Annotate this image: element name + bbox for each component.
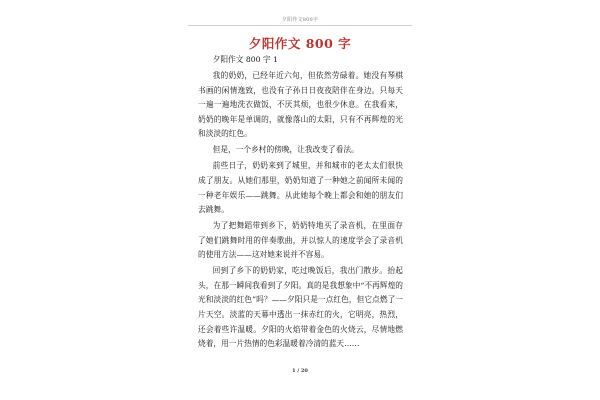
document-title: 夕阳作文 800 字 [248,36,352,51]
paragraph: 前些日子，奶奶来到了城里，并和城市的老太太们很快成了朋友。从她们那里，奶奶知道了一种她之前闻所未闻的一种老年娱乐——跳舞。从此她每个晚上都会和她的朋友们去跳舞。 [198,161,403,215]
paragraph: 回到了乡下的奶奶家，吃过晚饭后，我出门散步。抬起头，在那一瞬间我看到了夕阳。真的是我想象中“不再辉煌的光和淡淡的红色”吗？——夕阳只是一点红色，但它点燃了一片天空。淡蓝的天幕中透出一抹赤红的火，它明亮，热烈，还会着些许温暖。夕阳的火焰带着金色的火烧云，尽情地燃烧着，用一片热情的色彩温暖着冷清的蓝天…… [198,266,403,349]
document-body [198,53,403,353]
header-divider [188,25,412,26]
running-header: 夕阳作文800字 [281,17,319,23]
page-number: 1 / 20 [292,368,308,374]
paragraph: 但是，一个乡村的傍晚，让我改变了看法。 [212,145,359,155]
section-subtitle: 夕阳作文 800 字 1 [212,55,278,64]
paragraph: 为了把舞蹈带到乡下，奶奶特地买了录音机，在里面存了她们跳舞时用的伴奏歌曲，并以惊人的速度学会了录音机的使用方法——这对她来说并不容易。 [198,221,403,260]
paragraph: 我的奶奶，已经年近六旬，但依然劳碌着。她没有琴棋书画的闲情逸致，也没有子孙日日夜夜陪伴在身边。只每天一遍一遍地洗衣做饭，不厌其烦，也很少休息。在我看来，奶奶的晚年是单调的，就像落山的太阳，只有不再辉煌的光和淡淡的红色。 [198,70,403,139]
